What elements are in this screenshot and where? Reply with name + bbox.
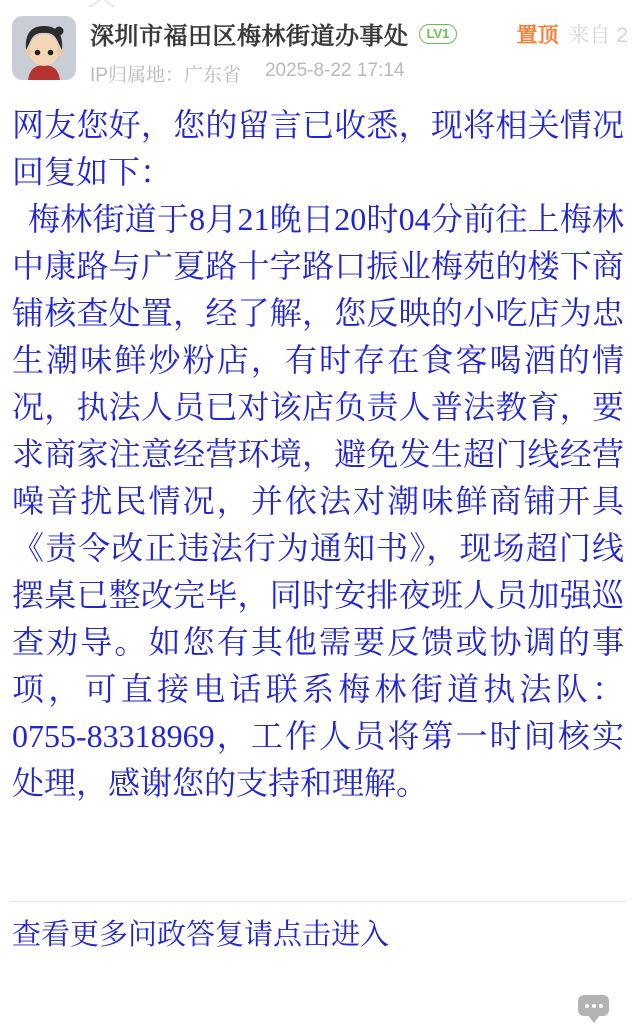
boy-avatar-image: [12, 16, 76, 80]
divider: [10, 901, 626, 902]
reply-body: [12, 102, 624, 807]
pinned-badge: 置顶: [516, 23, 559, 47]
comment-icon[interactable]: [578, 995, 609, 1024]
ip-location-label: IP归属地：广东省: [90, 65, 241, 86]
header-text: [90, 16, 628, 87]
source-label: 来自 2: [568, 23, 628, 47]
timestamp-label: 2025-8-22 17:14: [264, 60, 405, 81]
more-replies-link[interactable]: 查看更多问政答复请点击进入: [12, 919, 390, 951]
level-badge: LV1: [419, 24, 458, 44]
name-row: [90, 16, 628, 51]
comment-bubble: [578, 995, 609, 1016]
username[interactable]: 深圳市福田区梅林街道办事处: [90, 23, 409, 50]
reply-paragraph: 网友您好，您的留言已收悉，现将相关情况回复如下：: [12, 107, 624, 190]
avatar[interactable]: [12, 16, 76, 80]
meta-row: [90, 60, 628, 87]
reply-paragraph: 梅林街道于8月21晚日20时04分前往上梅林中康路与广夏路十字路口振业梅苑的楼下商铺核查处置，经了解，您反映的小吃店为忠生潮味鲜炒粉店，有时存在食客喝酒的情况，执法人员已对该店负责人普法教育，要求商家注意经营环境，避免发生超门线经营噪音扰民情况，并依法对潮味鲜商铺开具《责令改正违法行为通知书》，现场超门线摆桌已整改完毕，同时安排夜班人员加强巡查劝导。如您有其他需要反馈或协调的事项，可直接电话联系梅林街道执法队：0755-83318969，工作人员将第一时间核实处理，感谢您的支持和理解。: [12, 201, 624, 801]
post-header: [0, 0, 636, 87]
comment-bubble-tail: [588, 1015, 600, 1023]
caret-up-icon: [88, 0, 116, 8]
